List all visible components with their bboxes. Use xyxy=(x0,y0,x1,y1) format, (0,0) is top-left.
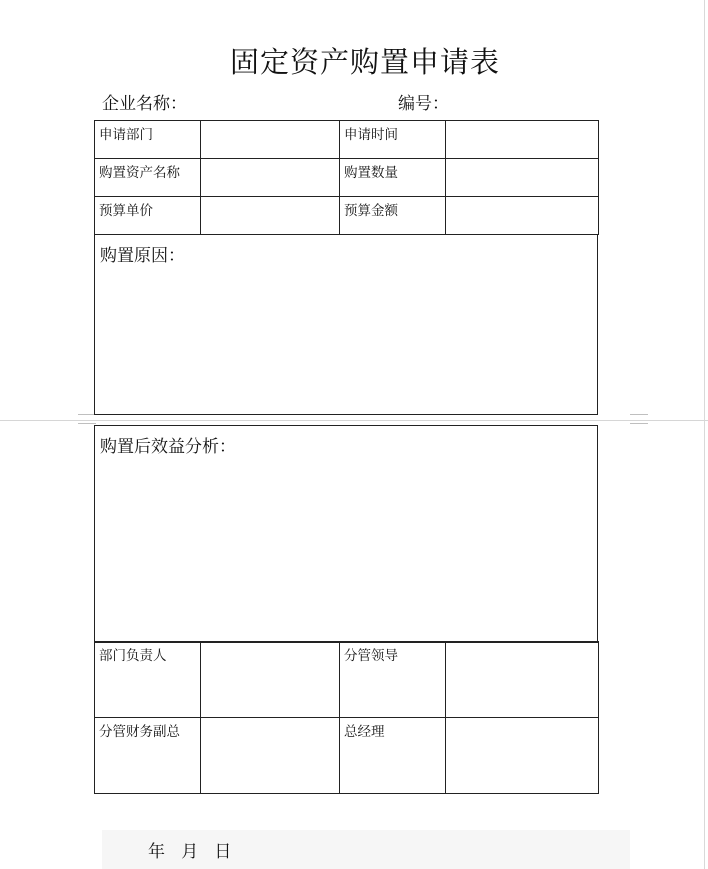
page-right-edge xyxy=(704,0,705,869)
supervising-leader-label: 分管领导 xyxy=(344,648,398,664)
benefit-analysis-box[interactable] xyxy=(94,425,598,643)
asset-name-label: 购置资产名称 xyxy=(99,165,180,181)
table-row xyxy=(95,718,599,794)
page-break-line xyxy=(0,420,708,421)
table-row xyxy=(95,121,599,159)
apply-dept-label: 申请部门 xyxy=(99,127,153,143)
apply-time-label: 申请时间 xyxy=(344,127,398,143)
table-row xyxy=(95,642,599,718)
supervising-leader-signature-field[interactable] xyxy=(446,642,599,718)
label-cell xyxy=(95,718,201,794)
page-break-marker-right xyxy=(630,414,648,424)
date-line xyxy=(102,830,630,869)
label-cell xyxy=(340,642,446,718)
general-manager-signature-field[interactable] xyxy=(446,718,599,794)
finance-vp-signature-field[interactable] xyxy=(201,718,340,794)
label-cell xyxy=(340,121,446,159)
unit-price-field[interactable] xyxy=(201,197,340,235)
dept-head-label: 部门负责人 xyxy=(99,648,167,664)
purchase-reason-label: 购置原因： xyxy=(100,246,185,266)
general-manager-label: 总经理 xyxy=(344,724,385,740)
budget-amount-field[interactable] xyxy=(446,197,599,235)
label-cell xyxy=(340,718,446,794)
table-row xyxy=(95,159,599,197)
dept-head-signature-field[interactable] xyxy=(201,642,340,718)
benefit-analysis-label: 购置后效益分析： xyxy=(100,437,236,457)
table-row xyxy=(95,197,599,235)
company-name-label: 企业名称： xyxy=(102,94,187,114)
label-cell xyxy=(95,642,201,718)
approval-table xyxy=(94,641,599,794)
quantity-field[interactable] xyxy=(446,159,599,197)
finance-vp-label: 分管财务副总 xyxy=(99,724,180,740)
label-cell xyxy=(95,159,201,197)
label-cell xyxy=(340,197,446,235)
form-title: 固定资产购置申请表 xyxy=(229,45,500,79)
apply-dept-field[interactable] xyxy=(201,121,340,159)
info-table xyxy=(94,120,599,235)
date-text: 年 月 日 xyxy=(148,842,232,862)
page-break-marker-left xyxy=(78,414,96,424)
asset-name-field[interactable] xyxy=(201,159,340,197)
quantity-label: 购置数量 xyxy=(344,165,398,181)
label-cell xyxy=(95,121,201,159)
label-cell xyxy=(95,197,201,235)
document-number-label: 编号： xyxy=(398,94,449,114)
label-cell xyxy=(340,159,446,197)
budget-amount-label: 预算金额 xyxy=(344,203,398,219)
unit-price-label: 预算单价 xyxy=(99,203,153,219)
purchase-reason-box[interactable] xyxy=(94,234,598,415)
apply-time-field[interactable] xyxy=(446,121,599,159)
